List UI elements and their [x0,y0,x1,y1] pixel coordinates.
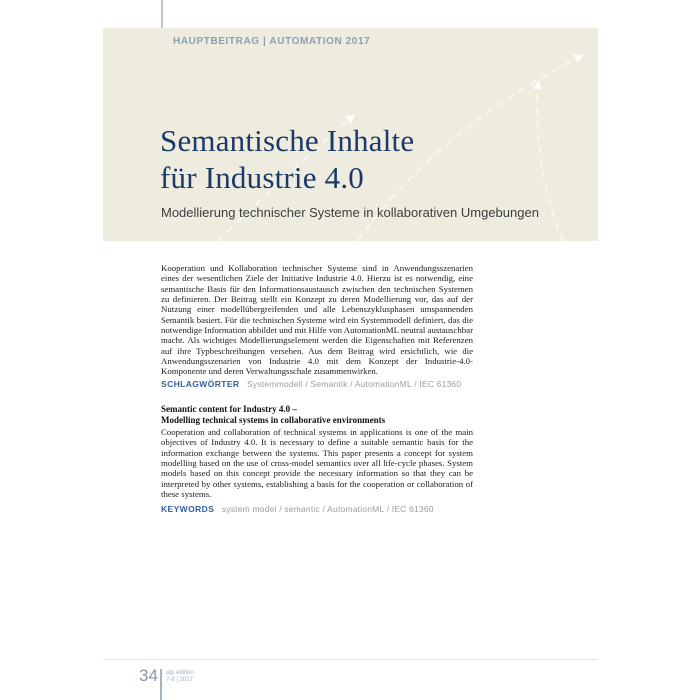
keywords-row [161,504,434,514]
abstract-german: Kooperation und Kollaboration technischer Systeme sind in Anwendungsszenarien eines der wesentlichen Ziele der Initiative Industrie 4.0. Hierzu ist es notwendig, eine semantische Basis für den Informationsaustausch zwischen den technischen Systemen zu definieren. Der Beitrag stellt ein Konzept zu deren Modellierung vor, das auf der Nutzung einer modellübergreifenden und alle Lebenszyklusphasen umspannenden Semantik basiert. Für die technischen Systeme wird ein Systemmodell definiert, das die notwendige Information abbildet und mit Hilfe von AutomationML neutral austauschbar macht. Als wichtiges Modellierungselement werden die Eigenschaften mit Referenzen auf ihre Typbeschreibungen versehen. Aus dem Beitrag wird ersichtlich, wie die Anwendungsszenarien von Industrie 4.0 mit dem Konzept der Industrie-4.0-Komponente und deren Verwaltungsschale zusammenwirken. [161,263,473,377]
article-title [160,122,414,196]
keywords-list: system model / semantic / AutomationML / IEC 61360 [221,504,434,514]
abstract-english-title-line2: Modelling technical systems in collaborative environments [161,414,386,425]
schlagwoerter-row [161,379,461,389]
footer-journal-info [166,670,194,684]
article-title-line1: Semantische Inhalte [160,123,415,158]
footer-divider [160,669,162,700]
title-banner [103,28,598,241]
abstract-english-title-line1: Semantic content for Industry 4.0 – [161,404,297,414]
journal-name: atp edition [166,670,194,676]
schlagwoerter-label: SCHLAGWÖRTER [161,379,240,389]
footer-rule [103,659,598,660]
abstract-english: Cooperation and collaboration of technical systems in applications is one of the main objectives of Industry 4.0. It is necessary to define a suitable semantic basis for the information exchange between the systems. This paper presents a concept for system modelling based on the use of cross-model semantics over all life-cycle phases. System models based on this concept provide the necessary information so that they can be interpreted by other systems, establishing a basis for the cooperation or collaboration of these systems. [161,427,473,500]
abstract-english-title [161,404,385,425]
schlagwoerter-list: Systemmodell / Semantik / AutomationML / IEC 61360 [247,379,462,389]
journal-issue: 7-8 | 2017 [166,677,193,683]
article-title-line2: für Industrie 4.0 [160,160,364,195]
article-subtitle: Modellierung technischer Systeme in kollaborativen Umgebungen [161,205,539,220]
page-number: 34 [139,666,158,685]
section-header-label: HAUPTBEITRAG | AUTOMATION 2017 [173,36,371,47]
keywords-label: KEYWORDS [161,504,215,514]
